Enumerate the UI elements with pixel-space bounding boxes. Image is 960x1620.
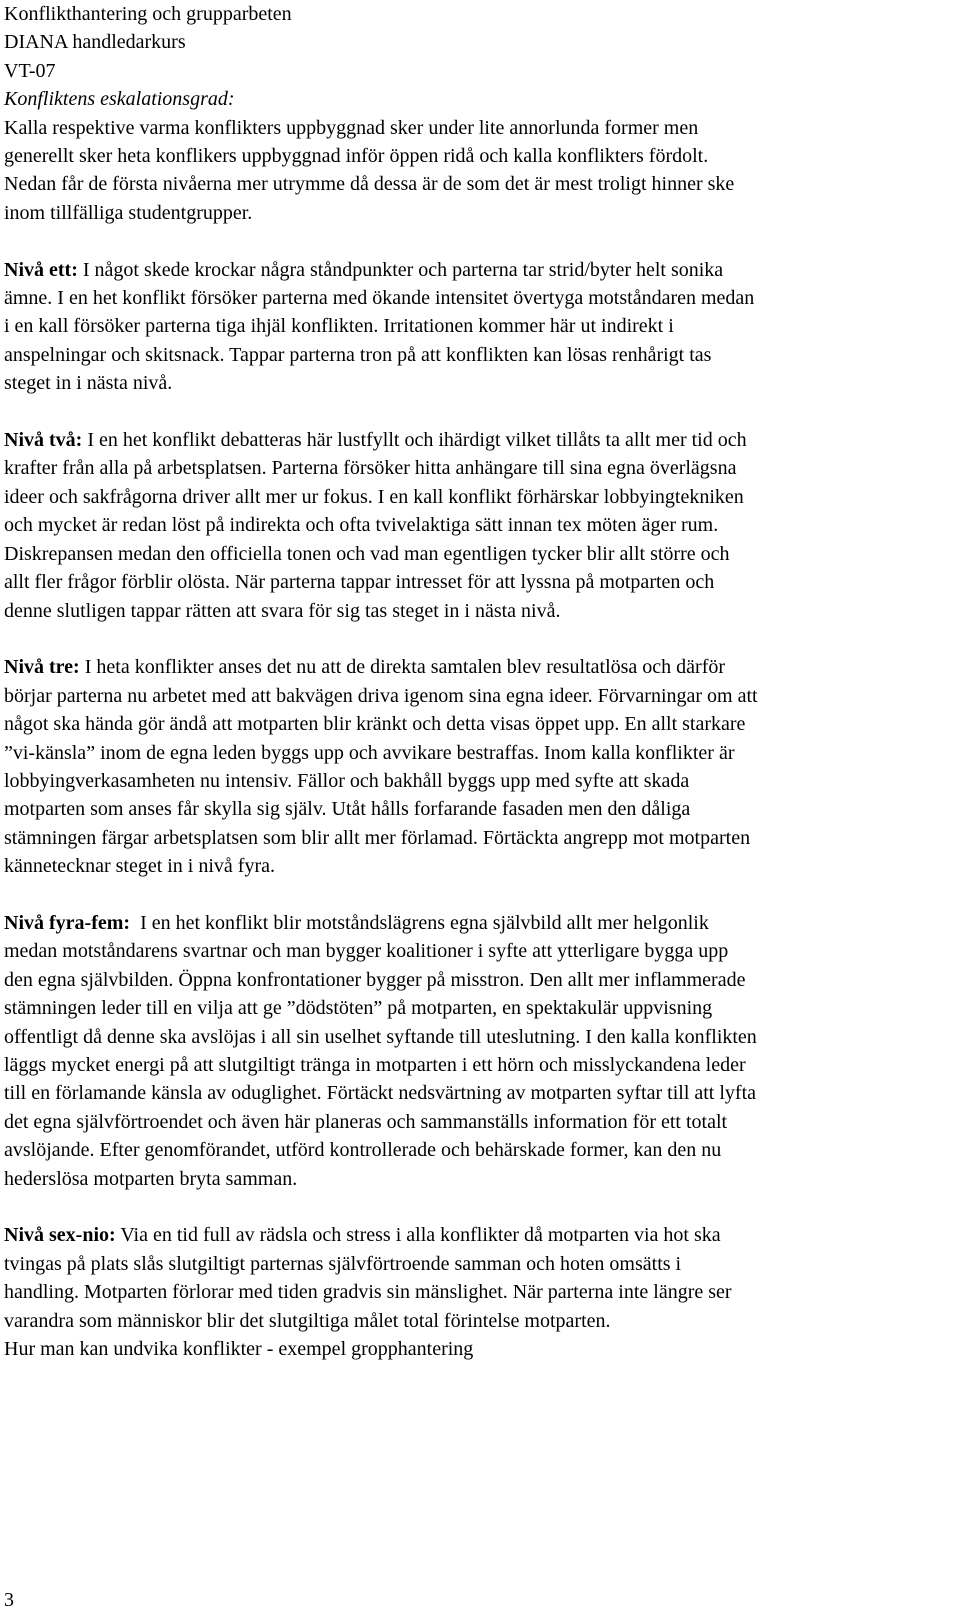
level-three-text: I heta konflikter anses det nu att de direkta samtalen blev resultatlösa och därför: [84, 656, 726, 679]
text-line: i en kall försöker parterna tiga ihjäl konflikten. Irritationen kommer här ut indirekt i: [4, 315, 674, 338]
page-number: 3: [4, 1589, 14, 1611]
text-line: avslöjande. Efter genomförandet, utförd kontrollerade och behärskade former, kan den nu: [4, 1139, 722, 1162]
level-two-paragraph: [4, 426, 934, 625]
document-title: Konflikthantering och grupparbeten: [4, 3, 292, 25]
text-line: medan motståndarens svartnar och man bygger koalitioner i syfte att ytterligare bygga upp: [4, 940, 729, 963]
text-line: och mycket är redan löst på indirekta och ofta tvivelaktiga sätt innan tex möten äger rum.: [4, 514, 719, 537]
document-header: [4, 0, 934, 85]
text-line: lobbyingverkasamheten nu intensiv. Fällor och bakhåll byggs upp med syfte att skada: [4, 769, 690, 792]
text-line: steget in i nästa nivå.: [4, 372, 173, 395]
section-subheading: Konfliktens eskalationsgrad:: [4, 88, 235, 111]
text-line: tvingas på plats slås slutgiltigt parternas självförtroende samman och hoten omsätts i: [4, 1252, 682, 1275]
text-line: [4, 426, 934, 454]
level-four-label: Nivå fyra-fem:: [4, 911, 131, 934]
text-line: Diskrepansen medan den officiella tonen och vad man egentligen tycker blir allt större och: [4, 542, 730, 565]
term-label: VT-07: [4, 59, 56, 82]
text-line: varandra som människor blir det slutgiltiga målet total förintelse motparten.: [4, 1309, 611, 1332]
document-page: [4, 0, 934, 1363]
text-line: Kalla respektive varma konflikters uppbyggnad sker under lite annorlunda former men: [4, 116, 699, 139]
level-one-text: I något skede krockar några ståndpunkter och parterna tar strid/byter helt sonika: [82, 258, 724, 281]
text-line: läggs mycket energi på att slutgiltigt tränga in motparten i ett hörn och misslyckandena leder: [4, 1053, 746, 1076]
text-line: inom tillfälliga studentgrupper.: [4, 201, 253, 224]
closing-line: Hur man kan undvika konflikter - exempel gropphantering: [4, 1338, 474, 1361]
text-line: ideer och sakfrågorna driver allt mer ur fokus. I en kall konflikt förhärskar lobbyingtekniken: [4, 485, 744, 508]
text-line: generellt sker heta konflikers uppbyggnad inför öppen ridå och kalla konflikters fördolt.: [4, 145, 709, 168]
text-line: [4, 1221, 934, 1249]
text-line: stämningen färgar arbetsplatsen som blir allt mer förlamad. Förtäckta angrepp mot motparten: [4, 826, 751, 849]
text-line: hederslösa motparten bryta samman.: [4, 1167, 298, 1190]
text-line: offentligt då denne ska avslöjas i all sin uselhet syftande till uteslutning. I den kalla konflikten: [4, 1025, 757, 1048]
text-line: börjar parterna nu arbetet med att bakvägen driva igenom sina egna ideer. Förvarningar om att: [4, 684, 758, 707]
text-line: något ska hända gör ändå att motparten blir kränkt och detta visas öppet upp. En allt starkare: [4, 713, 746, 736]
text-line: denne slutligen tappar rätten att svara för sig tas steget in i nästa nivå.: [4, 599, 561, 622]
intro-paragraph: [4, 114, 934, 228]
text-line: stämningen leder till en vilja att ge ”dödstöten” på motparten, en spektakulär uppvisning: [4, 997, 713, 1020]
text-line: kännetecknar steget in i nivå fyra.: [4, 855, 275, 878]
text-line: Nedan får de första nivåerna mer utrymme då dessa är de som det är mest troligt hinner ske: [4, 173, 735, 196]
text-line: allt fler frågor förblir olösta. När parterna tappar intresset för att lyssna på motparten och: [4, 571, 715, 594]
level-one-label: Nivå ett:: [4, 258, 78, 281]
text-line: ”vi-känsla” inom de egna leden byggs upp och avvikare bestraffas. Inom kalla konflikter är: [4, 741, 735, 764]
text-line: det egna självförtroendet och även här planeras och sammanställs information för ett totalt: [4, 1110, 728, 1133]
level-five-label: Nivå sex-nio:: [4, 1224, 116, 1247]
text-line: anspelningar och skitsnack. Tappar parterna tron på att konflikten kan lösas renhårigt tas: [4, 343, 712, 366]
level-three-label: Nivå tre:: [4, 656, 80, 679]
text-line: till en förlamande känsla av oduglighet. Förtäckt nedsvärtning av motparten syftar till att lyfta: [4, 1082, 757, 1105]
text-line: [4, 909, 934, 937]
text-line: [4, 256, 934, 284]
level-two-text: I en het konflikt debatteras här lustfyllt och ihärdigt vilket tillåts ta allt mer tid och: [87, 429, 747, 452]
level-one-paragraph: [4, 256, 934, 398]
text-line: motparten som anses får skylla sig själv. Utåt hålls forfarande fasaden men den dåliga: [4, 798, 691, 821]
level-four-paragraph: [4, 909, 934, 1193]
level-two-label: Nivå två:: [4, 429, 83, 452]
course-name: DIANA handledarkurs: [4, 31, 186, 54]
level-five-text: Via en tid full av rädsla och stress i alla konflikter då motparten via hot ska: [120, 1224, 721, 1247]
level-four-text: I en het konflikt blir motståndslägrens egna självbild allt mer helgonlik: [140, 911, 709, 934]
text-line: [4, 653, 934, 681]
text-line: handling. Motparten förlorar med tiden gradvis sin mänslighet. När parterna inte längre ser: [4, 1281, 732, 1304]
text-line: ämne. I en het konflikt försöker parterna med ökande intensitet övertyga motståndaren medan: [4, 287, 755, 310]
level-five-paragraph: [4, 1221, 934, 1335]
text-line: krafter från alla på arbetsplatsen. Parterna försöker hitta anhängare till sina egna överlägsna: [4, 457, 737, 480]
level-three-paragraph: [4, 653, 934, 880]
text-line: den egna självbilden. Öppna konfrontationer bygger på misstron. Den allt mer inflammerade: [4, 968, 746, 991]
